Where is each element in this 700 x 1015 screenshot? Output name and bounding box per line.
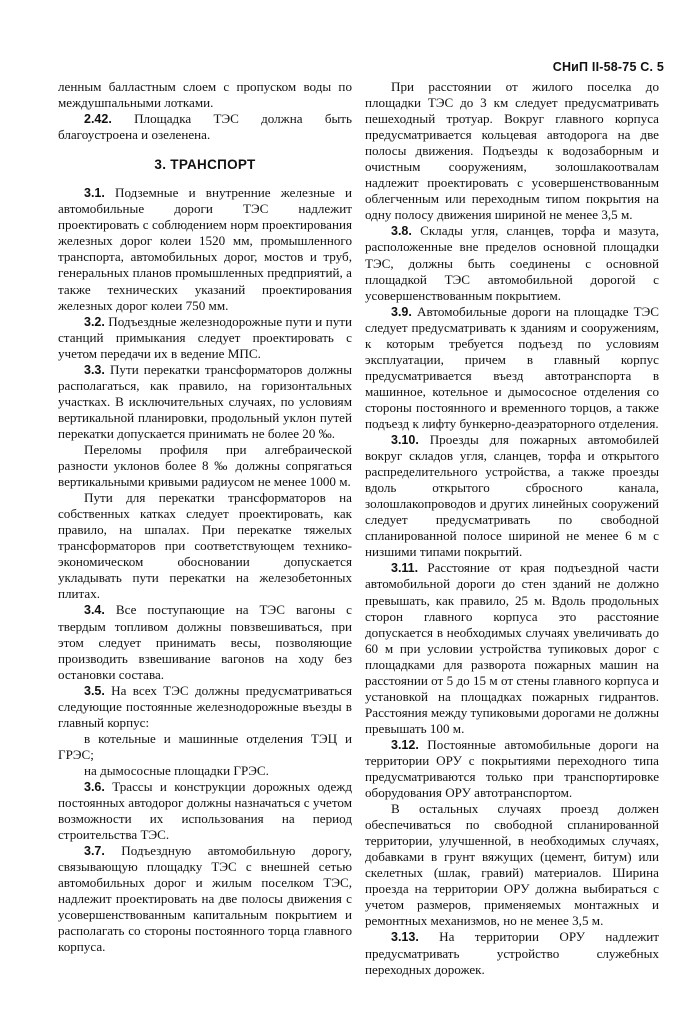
clause-text: Подъездную автомобильную дорогу, связывающую площадку ТЭС с внешней сетью автомобильных дорог и жилым поселком ТЭС, надлежит проектировать на две полосы движения с усовершенствованным капитальным покрытием и располагать со стороны постоянного торца главного корпуса. [58,843,352,955]
clause-text: Пути перекатки трансформаторов должны располагаться, как правило, на горизонтальных участках. В исключительных случаях, по условиям вертикальной планировки, продольный уклон путей перекатки допускается принимать не более 20 ‰. [58,361,352,441]
clause-text: Автомобильные дороги на площадке ТЭС следует предусматривать к зданиям и сооружениям, к которым требуется подъезд по условиям эксплуатации, причем в главный корпус предусматривается въезд автотранспорта в машинное, котельное и дымососное отделения со стороны постоянного и временного торцов, а также подъезд к лифту бункерно-деаэраторного отделения. [365,303,659,431]
clause-text: Постоянные автомобильные дороги на территории ОРУ с покрытиями переходного типа предусматриваются только при транспортировке оборудования ОРУ автотранспортом. [365,736,659,801]
clause-text: Подъездные железнодорожные пути и пути станций примыкания следует проектировать с учетом передачи их в ведение МПС. [58,313,352,361]
paragraph-continuation: ленным балластным слоем с пропуском воды по междушпальными лотками. [58,79,352,111]
right-column [365,79,659,978]
clause-text: Подземные и внутренние железные и автомобильные дороги ТЭС надлежит проектировать с соблюдением норм проектирования железных дорог колеи 1520 мм, промышленного транспорта, автомобильных дорог, мостов и труб, генеральных планов промышленных предприятий, а также технических указаний проектирования железных дорог колеи 750 мм. [58,185,352,313]
clause-3-3 [58,362,352,442]
clause-number: 3.4. [84,603,105,618]
clause-text: Трассы и конструкции дорожных одежд постоянных автодорог должны назначаться с учетом возможности их использования на период строительства ТЭС. [58,778,352,843]
clause-number: 3.2. [84,314,105,329]
clause-3-6 [58,779,352,843]
clause-number: 3.9. [391,304,412,319]
clause-text: На всех ТЭС должны предусматриваться следующие постоянные железнодорожные въезды в главный корпус: [58,682,352,730]
clause-3-2 [58,314,352,362]
clause-text: Площадка ТЭС должна быть благоустроена и озеленена. [58,111,352,143]
clause-number: 3.10. [391,433,419,448]
clause-3-9 [365,304,659,432]
list-item: на дымососные площадки ГРЭС. [84,762,269,778]
running-header: СНиП II-58-75 С. 5 [552,60,664,74]
clause-3-3-paragraph-c: Пути для перекатки трансформаторов на собственных катках следует проектировать, как правило, на шпалах. При перекатке тяжелых трансформаторов при соответствующем технико-экономическом обосновании допускается укладывать пути перекатки на железобетонных плитах. [58,490,352,602]
clause-text: Склады угля, сланцев, торфа и мазута, расположенные вне пределов основной площадки ТЭС, должны быть соединены с основной площадкой ТЭС автомобильной дорогой с усовершенствованным покрытием. [365,223,659,303]
clause-text: На территории ОРУ надлежит предусматривать устройство служебных переходных дорожек. [365,929,659,977]
clause-text: Все поступающие на ТЭС вагоны с твердым топливом должны повзвешиваться, при этом следует принимать весы, позволяющие производить взвешивание вагонов на ходу без остановки состава. [58,602,352,682]
clause-number: 3.1. [84,186,105,201]
clause-3-13 [365,929,659,977]
clause-3-8 [365,223,659,303]
clause-number: 3.13. [391,930,419,945]
section-title: 3. ТРАНСПОРТ [154,157,256,173]
clause-number: 3.11. [391,561,419,576]
clause-number: 3.8. [391,224,412,239]
clause-3-7 [58,843,352,955]
list-item: в котельные и машинные отделения ТЭЦ и ГРЭС; [58,730,352,762]
left-column [58,79,352,955]
clause-number: 3.3. [84,362,105,377]
clause-number: 3.6. [84,779,105,794]
clause-text: Расстояние от края подъездной части автомобильной дороги до стен зданий не должно превышать, как правило, 25 м. Вдоль продольных сторон главного корпуса это расстояние допускается в необходимых случаях увеличивать до 60 м при условии устройства тупиковых дорог с площадками для разворота пожарных машин на расстоянии от 5 до 15 м от стены главного корпуса и установкой на площадках пожарных гидрантов. Расстояния между тупиковыми дорогами не должны превышать 100 м. [365,560,659,736]
clause-number: 3.7. [84,844,105,859]
clause-2-42 [58,111,352,143]
clause-3-1 [58,185,352,313]
clause-3-11 [365,560,659,737]
clause-number: 3.5. [84,683,105,698]
clause-number: 3.12. [391,737,419,752]
clause-3-5 [58,683,352,731]
clause-3-4 [58,602,352,682]
clause-3-7-paragraph-b: При расстоянии от жилого поселка до площадки ТЭС до 3 км следует предусматривать пешеходный тротуар. Вокруг главного корпуса предусматривается кольцевая автодорога на две полосы движения. Подъезды к водозаборным и очистным сооружениям, золошлакоотвалам надлежит проектировать с усовершенствованным облегченным или переходным типом покрытия на одну полосу движения шириной не менее 3,5 м. [365,79,659,223]
clause-3-3-paragraph-b: Переломы профиля при алгебраической разности уклонов более 8 ‰ должны сопрягаться вертикальными кривыми радиусом не менее 1000 м. [58,441,352,490]
clause-number: 2.42. [84,112,112,127]
clause-text: Проезды для пожарных автомобилей вокруг складов угля, сланцев, торфа и открытого распределительного устройства, а также проезды вдоль открытого сбросного канала, золошлакопроводов и других линейных сооружений следует предусматривать по свободной спланированной полосе шириной не менее 6 м с низшими типами покрытий. [365,432,659,560]
clause-3-12 [365,737,659,801]
clause-3-12-paragraph-b: В остальных случаях проезд должен обеспечиваться по свободной спланированной территории, улучшенной, в необходимых случаях, добавками в грунт вяжущих (цемент, битум) или скелетных (шлак, гравий) материалов. Ширина проезда на территории ОРУ должна выбираться с учетом размеров, применяемых монтажных и ремонтных механизмов, но не менее 3,5 м. [365,801,659,929]
clause-3-10 [365,432,659,560]
